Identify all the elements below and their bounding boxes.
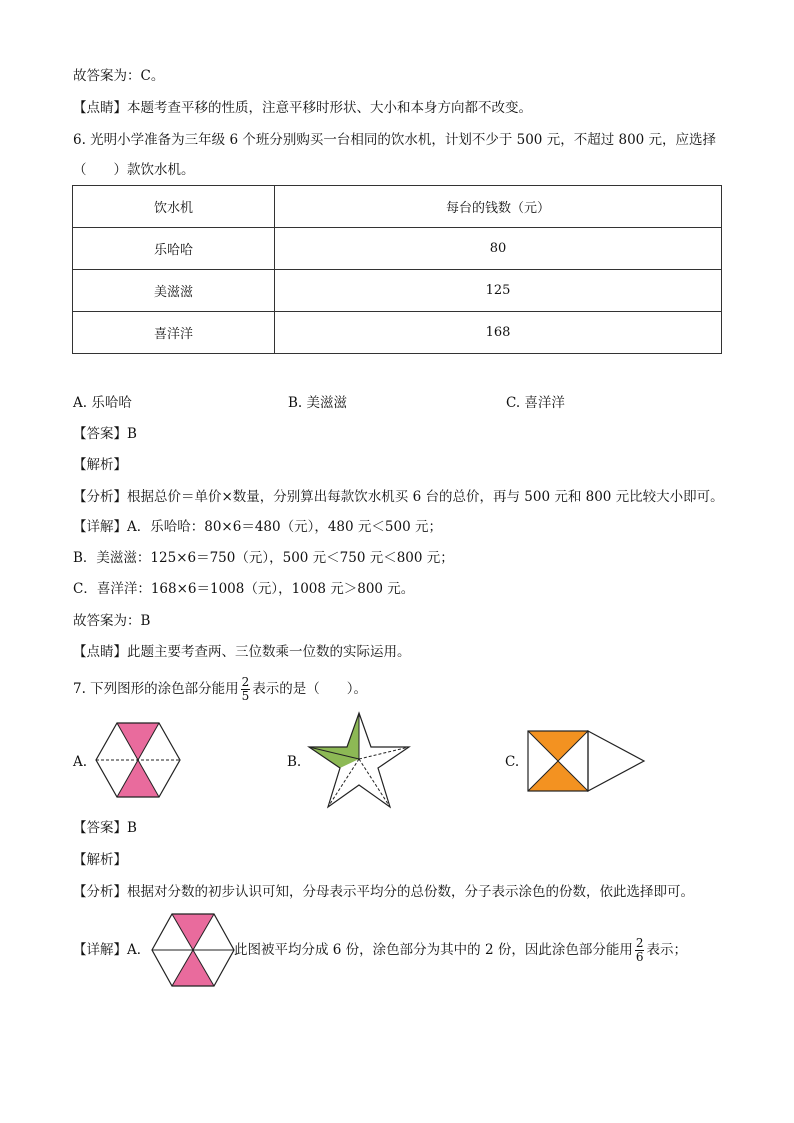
conclusion-6: 故答案为：B	[73, 613, 151, 629]
hexagon-figure-a	[95, 721, 181, 799]
detail-6c: C．喜洋洋：168×6＝1008（元），1008 元＞800 元。	[73, 581, 415, 597]
table-row	[73, 270, 722, 312]
detail-6b: B．美滋滋：125×6＝750（元），500 元＜750 元＜800 元；	[73, 550, 454, 566]
answer-6: 【答案】B	[73, 426, 137, 442]
question-6-text: 6. 光明小学准备为三年级 6 个班分别购买一台相同的饮水机，计划不少于 500 元，不超过 800 元，应选择	[73, 132, 717, 148]
square-triangle-figure-c	[526, 729, 646, 793]
fraction-denominator: 6	[635, 950, 644, 964]
fraction-2-6	[635, 937, 645, 964]
table-cell: 喜洋洋	[73, 312, 275, 354]
question-6-text-cont: （ ）款饮水机。	[73, 162, 195, 178]
detail-7-main: 此图被平均分成 6 份，涂色部分为其中的 2 份，因此涂色部分能用	[234, 942, 633, 958]
shaded-star-part	[309, 713, 359, 768]
analysis-heading-7: 【解析】	[73, 852, 127, 868]
shaded-triangle-top	[172, 914, 214, 950]
table-cell: 125	[275, 270, 722, 312]
analysis-heading-6: 【解析】	[73, 457, 127, 473]
table-cell: 美滋滋	[73, 270, 275, 312]
option-6a: A. 乐哈哈	[73, 395, 132, 411]
hexagon-figure-detail	[151, 912, 235, 988]
table-header-row	[73, 186, 722, 228]
question-7-prefix: 7. 下列图形的涂色部分能用	[73, 681, 239, 697]
option-7a-label: A.	[73, 754, 88, 770]
option-6b: B. 美滋滋	[288, 395, 348, 411]
fraction-numerator: 2	[241, 675, 250, 689]
fraction-numerator: 2	[635, 936, 644, 950]
answer-7: 【答案】B	[73, 820, 137, 836]
fraction-2-5	[241, 676, 251, 703]
analysis-6: 【分析】根据总价＝单价×数量，分别算出每款饮水机买 6 台的总价，再与 500 元和 800 元比较大小即可。	[73, 489, 724, 505]
table-header-cell: 每台的钱数（元）	[275, 186, 722, 228]
question-7-text	[73, 676, 367, 703]
star-figure-b	[307, 711, 411, 811]
note-6: 【点睛】此题主要考查两、三位数乘一位数的实际运用。	[73, 644, 411, 660]
analysis-7: 【分析】根据对分数的初步认识可知，分母表示平均分的总份数，分子表示涂色的份数，依此选择即可。	[73, 884, 694, 900]
table-row	[73, 312, 722, 354]
shaded-triangle-bottom	[117, 760, 159, 797]
option-7c-label: C.	[505, 754, 520, 770]
shaded-triangle-bottom	[528, 761, 588, 791]
shaded-triangle-top	[528, 731, 588, 761]
table-cell: 168	[275, 312, 722, 354]
shaded-triangle-top	[117, 723, 159, 760]
question-7-suffix: 表示的是（ ）。	[252, 681, 368, 697]
shaded-triangle-bottom	[172, 950, 214, 986]
table-header-cell: 饮水机	[73, 186, 275, 228]
note-line-q5: 【点睛】本题考查平移的性质，注意平移时形状、大小和本身方向都不改变。	[73, 100, 532, 116]
option-7b-label: B.	[287, 754, 302, 770]
fraction-denominator: 5	[241, 689, 250, 703]
detail-6a: 【详解】A．乐哈哈：80×6＝480（元），480 元＜500 元；	[73, 519, 442, 535]
table-cell: 乐哈哈	[73, 228, 275, 270]
detail-7-prefix: 【详解】A．	[73, 942, 151, 958]
detail-7-suffix: 表示；	[646, 942, 687, 958]
table-cell: 80	[275, 228, 722, 270]
table-row	[73, 228, 722, 270]
price-table	[72, 185, 722, 354]
option-6c: C. 喜洋洋	[506, 395, 565, 411]
detail-7-text	[234, 932, 687, 968]
answer-line-q5: 故答案为：C。	[73, 68, 165, 84]
